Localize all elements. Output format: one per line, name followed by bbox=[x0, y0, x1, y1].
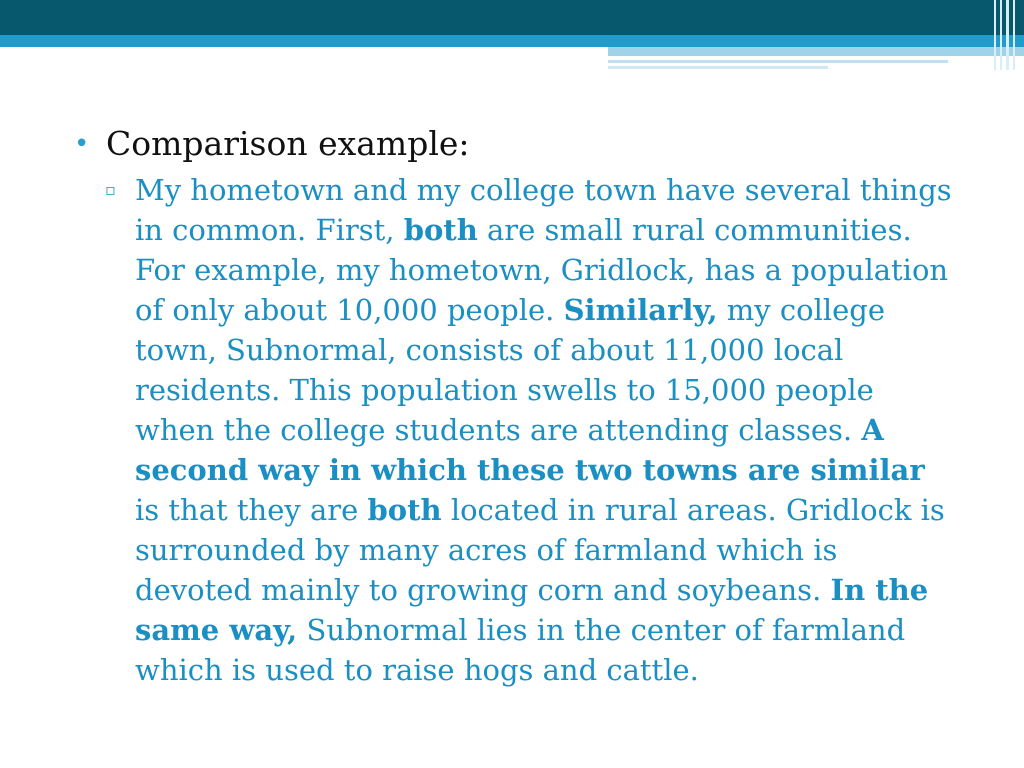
sub-bullet-text bbox=[135, 173, 952, 687]
slide-content bbox=[70, 118, 970, 690]
text-run: located in rural areas. Gridlock is surrounded by many acres of farmland which is devoted mainly to growing corn and soybeans. bbox=[135, 493, 945, 607]
bullet-heading-text: Comparison example: bbox=[106, 124, 470, 163]
text-run: is that they are bbox=[135, 493, 368, 527]
emphasis-text: Similarly, bbox=[563, 293, 718, 327]
header-stripe-light bbox=[608, 47, 1024, 56]
header-vertical-line bbox=[1013, 0, 1015, 70]
bullet-heading bbox=[70, 118, 970, 170]
emphasis-text: In the same way, bbox=[135, 573, 929, 647]
sub-bullet-paragraph bbox=[105, 170, 955, 690]
text-run: my college town, Subnormal, consists of about 11,000 local residents. This population swells to 15,000 people when the college students are attending classes. bbox=[135, 293, 886, 447]
header-band-accent bbox=[0, 35, 1024, 47]
header-stripe-thin bbox=[608, 60, 948, 63]
header-band-dark bbox=[0, 0, 1024, 35]
square-bullet-icon: ▫ bbox=[105, 180, 116, 199]
header-vertical-line bbox=[1006, 0, 1009, 70]
text-run: Subnormal lies in the center of farmland which is used to raise hogs and cattle. bbox=[135, 613, 906, 687]
emphasis-text: A second way in which these two towns are similar bbox=[135, 413, 925, 487]
emphasis-text: both bbox=[367, 493, 442, 527]
header-stripe-thinner bbox=[608, 66, 828, 69]
header-vertical-line bbox=[994, 0, 996, 70]
text-run: My hometown and my college town have several things in common. First, bbox=[135, 173, 952, 247]
header-vertical-line bbox=[1000, 0, 1002, 70]
emphasis-text: both bbox=[403, 213, 478, 247]
bullet-dot-icon: • bbox=[74, 129, 90, 159]
text-run: are small rural communities. For example, my hometown, Gridlock, has a population of only about 10,000 people. bbox=[135, 213, 949, 327]
